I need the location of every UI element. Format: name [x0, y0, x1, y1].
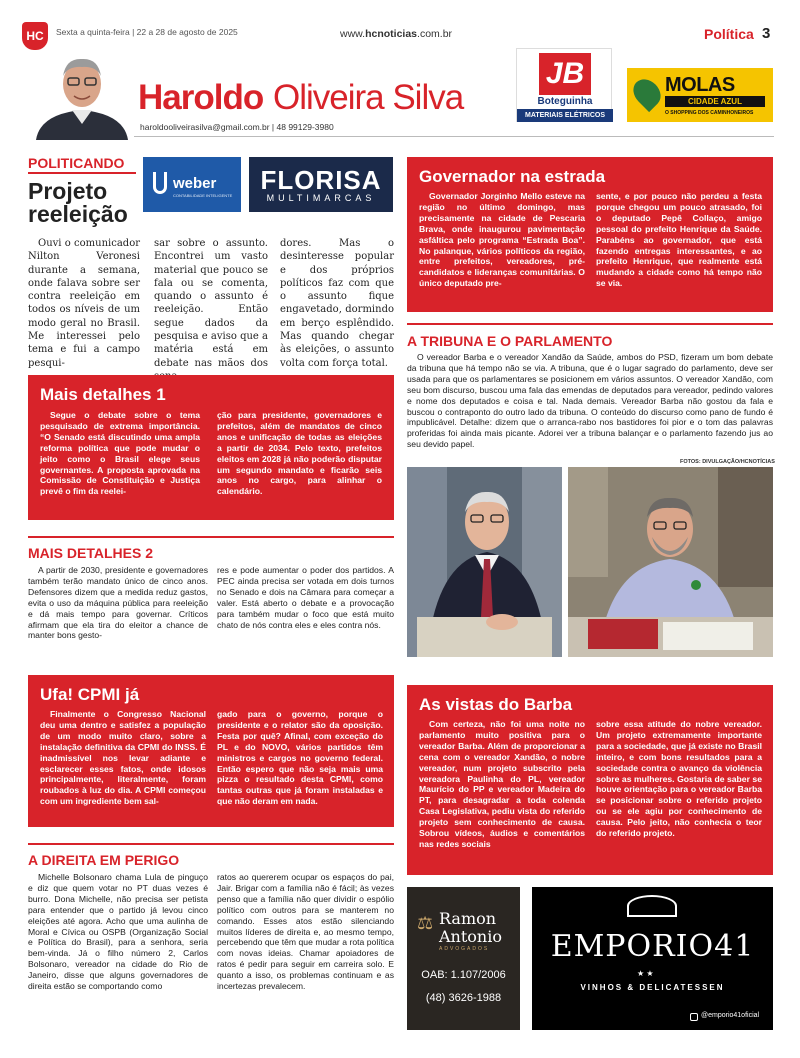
molas-sub: CIDADE AZUL: [665, 96, 765, 107]
section-label: Política: [704, 26, 754, 42]
ad-molas-cidade-azul[interactable]: [627, 68, 773, 122]
direita-title: A DIREITA EM PERIGO: [28, 852, 180, 868]
molas-tag: O SHOPPING DOS CAMINHONEIROS: [665, 110, 754, 116]
ramon-name-2: Antonio: [439, 927, 502, 946]
mais-detalhes-2-col-2: [217, 565, 394, 630]
weber-sub: CONTABILIDADE INTELIGENTE: [173, 193, 233, 198]
politicando-col-3: [280, 237, 394, 370]
author-first-name: Haroldo: [138, 78, 264, 117]
ramon-sub: ADVOGADOS: [439, 946, 490, 952]
mais-detalhes-1-title: Mais detalhes 1: [40, 385, 166, 404]
site-url-bold: hcnoticias: [365, 28, 418, 40]
cpmi-col-2: [217, 709, 383, 807]
florisa-sub: MULTIMARCAS: [266, 193, 376, 203]
vistas-title: As vistas do Barba: [419, 695, 573, 714]
direita-rule: [28, 843, 394, 845]
photo-vereador-tribuna: [407, 467, 562, 657]
mais-detalhes-1-col-1: [40, 410, 200, 497]
vistas-box: [407, 685, 773, 875]
jb-logo: JB: [539, 53, 591, 95]
florisa-name: FLORISA: [260, 165, 382, 195]
vistas-text-1: Com certeza, não foi uma noite no parlamento muito positiva para o vereador Barba. Além de proporcionar a cena com o vereador Xandão, o nobre vereador, num projeto subscrito pela vereadora Paulinha do PL, vereador Maurício do PP e vereador Madeira do PT, para desagradar a toda colenda Casa Legislativa, pediu vista do referido projeto sem conhecimento de causa. Sobrou vídeos, áudios e comentários nas redes sociais: [419, 719, 585, 849]
politicando-text-3: dores. Mas o desinteresse popular e dos próprios políticos faz com que o assunto fique engavetado, dormindo em berço esplêndido. Mas quando chegar às eleições, o assunto volta com força total.: [280, 238, 394, 369]
emporio-social: @emporio41oficial: [701, 1012, 760, 1019]
mais-detalhes-1-col-2: [217, 410, 382, 497]
cpmi-text-2: gado para o governo, porque o presidente e o relator são da oposição. Festa por quê? Afinal, com exceção do PL e do NOVO, vários partidos têm ministros e cargos no governo federal. Então espero que não seja mais uma pizza o resultado desta CPMI, como tantas outras que já foram instaladas e que não deram em nada.: [217, 709, 383, 807]
politicando-col-2: [154, 237, 268, 383]
emporio-stars-icon: ★ ★: [637, 969, 654, 978]
direita-col-1: [28, 872, 208, 992]
governador-col-2: [596, 191, 762, 289]
ad-emporio-41[interactable]: [532, 887, 773, 1030]
emporio-name: EMPORIO41: [550, 929, 755, 964]
mais-detalhes-2-text-1: A partir de 2030, presidente e governadores também terão mandato único de cinco anos. Defensores dizem que a medida reduz gastos, evita o uso da máquina pública para reeleição e dá mais tempo para governar. Críticos afirmam que ela tira do eleitor a chance de manter bons gesto-: [28, 565, 208, 641]
tribuna-text-block: [407, 352, 773, 450]
molas-title: MOLAS: [665, 74, 735, 96]
page-number: 3: [762, 25, 771, 42]
ad-jb-boteguinha[interactable]: [516, 48, 612, 122]
mais-detalhes-2-text-2: res e pode aumentar o poder dos partidos. A PEC ainda precisa ser votada em dois turnos no Senado e dois na Câmara para começar a valer. Está aberto o debate e a provocação para também mudar o foco que está muito chato de nós contra eles e eles contra nós.: [217, 565, 394, 630]
cpmi-title: Ufa! CPMI já: [40, 685, 140, 704]
jb-name: Boteguinha: [537, 96, 593, 107]
direita-col-2: [217, 872, 394, 992]
vistas-col-1: [419, 719, 585, 850]
direita-text-1: Michelle Bolsonaro chama Lula de pinguço e diz que quem votar no PT duas vezes é burro. Dona Michelle, não precisa ser petista para entender que o partido já levou cinco eleições até agora. Acho que uma aulinha de Moral e Cívica ou OSPB (Organização Social e Política do Brasil), para a senhora, seria bem-vinda. Já o filho número 2, Carlos Bolsonaro, vereador na cidade do Rio de Janeiro, disse que alguns governadores de direita estão se comportando como: [28, 872, 208, 992]
tribuna-rule: [407, 323, 773, 325]
weber-name: weber: [173, 175, 217, 192]
cpmi-col-1: [40, 709, 206, 807]
governador-text-1: Governador Jorginho Mello esteve na região no último domingo, mas precisamente na cidade de Pescaria Brava, onde inaugurou pavimentação asfáltica pelo programa “Estrada Boa”. No palanque, vários políticos da região, entre prefeitos, vereadores, pré-candidatos e lideranças comunitárias. O único deputado pre-: [419, 191, 585, 289]
emporio-sub: VINHOS & DELICATESSEN: [580, 983, 725, 992]
mais-detalhes-1-text-2: ção para presidente, governadores e prefeitos, além de mandatos de cinco anos e unificação de todas as eleições a partir de 2034. Pelo texto, prefeitos eleitos em 2028 já não poderão disputar um segundo mandato e ficarão seis anos no cargo, para alinhar o calendário.: [217, 410, 382, 497]
tribuna-text: O vereador Barba e o vereador Xandão da Saúde, ambos do PSD, fizeram um bom debate da tribuna que há tempo não se via. A tribuna, que é o lugar sagrado do parlamento, deve ser usada para que os parlamentares se posicionem em vários assuntos. O vereador Xandão, com seu bom discurso, buscou uma fala das emendas de deputados para vereador, pedindo valores e nome dos deputados e coisa e tal. Nada demais. Vereador Barba não gostou da fala e buscou o contraponto do outro lado da tribuna. O conteúdo do discurso como pano de fundo é impublicável. Detalhe: dizem que o arranca-rabo nos bastidores foi pior e o tom das palavras proferidas foi ainda mais picante. Adorei ver a tribuna balançar e o parlamento fazendo jus ao seu devido papel.: [407, 352, 773, 450]
cpmi-text-1: Finalmente o Congresso Nacional deu uma dentro e satisfez a população de um modo muito claro, sobre a instalação definitiva da CPMI do INSS. É inadmissível nos levar adiante e esclarecer esses fatos, onde idosos principalmente, literalmente, foram roubados à luz do dia. A CPMI começou com um ingrediente bem sal-: [40, 709, 206, 807]
politicando-kicker: POLITICANDO: [28, 155, 125, 171]
governador-text-2: sente, e por pouco não perdeu a festa porque chegou um pouco atrasado, foi o deputado Pepê Collaço, amigo pessoal do prefeito Henrique da Saúde. Parabéns ao governador, que está fazendo entregas interessantes, e ao prefeito Henrique, que realmente está mudando a cidade como há tempo não se via.: [596, 191, 762, 289]
vistas-col-2: [596, 719, 762, 839]
issue-date: Sexta a quinta-feira | 22 a 28 de agosto de 2025: [56, 27, 238, 37]
mais-detalhes-1-text-1: Segue o debate sobre o tema pesquisado de extrema importância. “O Senado está discutindo uma ampla reforma política que pode mudar o jeito como o Brasil elege seus governantes. A proposta aprovada na Comissão de Constituição e Justiça prevê o fim da reelei-: [40, 410, 200, 497]
governador-title: Governador na estrada: [419, 167, 606, 186]
politicando-title: Projeto reeleição: [28, 178, 128, 227]
ramon-name-1: Ramon: [439, 909, 497, 928]
ramon-phone: (48) 3626-1988: [425, 992, 502, 1004]
emporio-ornament-icon: [627, 895, 677, 917]
photo-vereador-documentos: [568, 467, 773, 657]
mais-detalhes-1-box: [28, 375, 394, 520]
hc-logo[interactable]: HC: [22, 22, 48, 50]
governador-box: [407, 157, 773, 312]
photo-credit: FOTOS: DIVULGAÇÃO/HCNOTÍCIAS: [680, 459, 775, 465]
molas-pin-icon: [628, 74, 666, 112]
instagram-icon: [690, 1013, 698, 1021]
mais-detalhes-2-col-1: [28, 565, 208, 641]
ramon-scale-icon: ⚖: [417, 913, 434, 933]
vistas-text-2: sobre essa atitude do nobre vereador. Um projeto extremamente importante para a sociedade, que já existe no Brasil inteiro, e com bons resultados para a sociedade contra o avanço da violência sobre as mulheres. Gostaria de saber se houve orientação para o vereador Barba se posicionar sobre o referido projeto ou se ele agiu por conhecimento de causa. Pelo jeito, não conhecia o teor do referido projeto.: [596, 719, 762, 839]
ad-ramon-antonio[interactable]: [407, 887, 520, 1030]
politicando-col-1: [28, 237, 140, 370]
governador-col-1: [419, 191, 585, 289]
cpmi-box: [28, 675, 394, 827]
mais-detalhes-2-rule: [28, 536, 394, 538]
site-url[interactable]: www.hcnoticias.com.br: [340, 28, 453, 40]
mais-detalhes-2-title: MAIS DETALHES 2: [28, 545, 153, 561]
tribuna-title: A TRIBUNA E O PARLAMENTO: [407, 333, 613, 349]
author-contact: haroldooliveirasilva@gmail.com.br | 48 99129-3980: [140, 122, 334, 132]
author-last-name: Oliveira Silva: [272, 78, 464, 117]
author-photo: [30, 52, 134, 140]
direita-text-2: ratos ao quererem ocupar os espaços do pai, Jair. Brigar com a família não é fácil; às vezes penso que a família não quer dividir o espólio político com outros para se manterem no comando. Esses atos estão silenciando muitos líderes de direita e, ao mesmo tempo, percebendo que têm que mudar a rota política com novas ideias. Chamar apoiadores de ratos é pedir para seguir em carreira solo. E quanto a isso, os problemas continuam e as incertezas prevalecem.: [217, 872, 394, 992]
politicando-rule: [28, 172, 136, 174]
politicando-text-2: sar sobre o assunto. Encontrei um vasto material que pouco se fala ou se comenta, quando o assunto é reeleição. Então segue dados da pesquisa e aviso que a matéria está em debate nas mãos dos: [154, 238, 268, 369]
header-divider: [134, 136, 774, 137]
ad-florisa[interactable]: [249, 157, 393, 212]
jb-sub: MATERIAIS ELÉTRICOS: [517, 109, 613, 122]
ad-weber[interactable]: [143, 157, 241, 212]
author-name: [138, 78, 463, 118]
weber-logo-icon: [153, 172, 167, 194]
ramon-oab: OAB: 1.107/2006: [421, 969, 506, 981]
politicando-text-1: Ouvi o comunicador Nilton Veronesi durante a semana, onde falava sobre ser contra reeleição em todos os níveis de um modo geral no Brasil. Me interessei pelo tema e fui a campo pesqui-: [28, 238, 140, 369]
